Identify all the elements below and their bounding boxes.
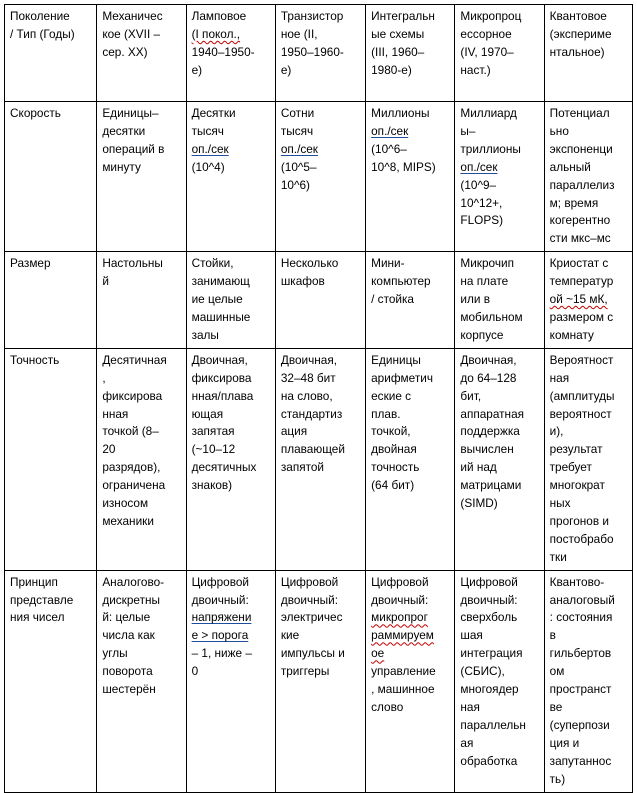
cell-vacuum-tube <box>186 570 275 792</box>
cell-text-line: Цифровой <box>460 574 518 589</box>
comparison-table <box>4 4 633 793</box>
cell-text-line: кие <box>280 628 300 643</box>
cell-text-line: (10^6– <box>371 141 407 156</box>
cell-text-line: многоядер <box>460 682 519 697</box>
cell-text-line: ые схемы <box>371 26 425 41</box>
cell-text-line: ий над <box>460 460 497 475</box>
cell-text-line: фиксирова <box>102 388 163 403</box>
cell-text-line: прогонов и <box>549 513 609 528</box>
cell-text-line: импульсы и <box>280 646 345 661</box>
cell-text-line: Двоичная, <box>460 352 517 367</box>
cell-microprocessor <box>455 570 544 792</box>
row-label-cell <box>5 5 97 102</box>
cell-text-line: Миллионы <box>371 106 430 120</box>
cell-text-line: Аналогово- <box>102 574 165 589</box>
header-row <box>5 5 633 102</box>
cell-text-line: сер. XX) <box>102 44 148 59</box>
cell-text-line: триллионы <box>460 141 521 156</box>
cell-text-line: на слово, <box>280 388 333 403</box>
cell-text-line: кое (XVII – <box>102 26 161 41</box>
cell-text-line: тысяч <box>280 123 314 138</box>
cell-text-line: 10^8, MIPS) <box>371 159 436 174</box>
cell-text-line: ация <box>280 424 308 439</box>
cell-text-line: , машинное <box>371 682 435 697</box>
cell-text-line: раммируем <box>371 628 434 643</box>
cell-text-line: Точность <box>10 352 60 367</box>
cell-text-line: ом <box>549 664 565 679</box>
cell-quantum <box>544 5 632 102</box>
cell-text-line: ой ~15 мК, <box>549 292 608 307</box>
cell-text-line: оп./сек <box>460 159 498 174</box>
cell-text-line: Стойки, <box>191 256 234 271</box>
cell-text-line: многократ <box>549 478 605 493</box>
row-label-cell <box>5 570 97 792</box>
cell-text-line: плавающей <box>280 442 345 457</box>
cell-text-line: сти мкс–мс <box>549 231 611 246</box>
cell-text-line: Криостат с <box>549 256 609 271</box>
cell-text-line: триггеры <box>280 664 330 679</box>
cell-text-line: аппаратная <box>460 406 525 421</box>
cell-text-line: й: целые <box>102 610 151 625</box>
cell-text-line: постобрабо <box>549 531 614 546</box>
cell-text-line: Цифровой <box>191 574 250 589</box>
cell-quantum <box>544 102 632 252</box>
cell-text-line: нная <box>102 406 129 421</box>
cell-text-line: ве <box>549 700 563 714</box>
cell-text-line: аналоговый <box>549 592 615 607</box>
cell-text-line: (10^4) <box>191 159 225 174</box>
cell-text-line: тысяч <box>191 123 224 138</box>
row-label-cell <box>5 252 97 349</box>
cell-text-line: бит, <box>460 388 482 403</box>
cell-text-line: Потенциал <box>549 106 610 120</box>
cell-text-line: точность <box>371 460 420 475</box>
cell-text-line: Транзистор <box>280 9 344 23</box>
cell-text-line: двоичный: <box>191 592 249 607</box>
cell-text-line: Миллиард <box>460 106 517 120</box>
cell-text-line: альный <box>549 159 591 174</box>
cell-microprocessor <box>455 102 544 252</box>
cell-text-line: Сотни <box>280 106 315 120</box>
cell-text-line: ния чисел <box>10 610 65 625</box>
cell-text-line: поворота <box>102 664 153 679</box>
cell-text-line: 1980-е) <box>371 62 412 77</box>
cell-text-line: ное (II, <box>280 26 318 41</box>
cell-transistor <box>275 102 365 252</box>
cell-text-line: 20 <box>102 442 116 457</box>
cell-text-line: Микрочип <box>460 256 514 271</box>
cell-integrated-circuit <box>366 570 455 792</box>
cell-vacuum-tube <box>186 102 275 252</box>
cell-integrated-circuit <box>366 102 455 252</box>
cell-text-line: (64 бит) <box>371 478 415 493</box>
cell-text-line: е) <box>280 62 292 77</box>
cell-transistor <box>275 252 365 349</box>
cell-text-line: шкафов <box>280 274 325 289</box>
cell-text-line: слово <box>371 700 404 714</box>
cell-text-line: Интегральн <box>371 9 435 23</box>
cell-text-line: дискретны <box>102 592 160 607</box>
cell-text-line: ция и <box>549 735 580 750</box>
cell-mechanical <box>97 348 186 570</box>
cell-text-line: до 64–128 <box>460 370 517 385</box>
cell-text-line: десятки <box>102 123 146 138</box>
cell-text-line: запятая <box>191 424 235 439</box>
cell-text-line: Принцип <box>10 574 58 589</box>
cell-text-line: поддержка <box>460 424 520 439</box>
cell-text-line: 0 <box>191 664 199 679</box>
cell-text-line: матрицами <box>460 478 522 493</box>
cell-text-line: – 1, ниже – <box>191 646 252 661</box>
cell-integrated-circuit <box>366 348 455 570</box>
cell-text-line: двойная <box>371 442 417 457</box>
cell-text-line: ная <box>460 700 480 714</box>
cell-text-line: 10^6) <box>280 177 310 192</box>
cell-text-line: микропрог <box>371 610 428 625</box>
cell-transistor <box>275 348 365 570</box>
cell-text-line: фиксирова <box>191 370 252 385</box>
cell-text-line: й <box>102 274 109 289</box>
cell-text-line: мобильном <box>460 309 523 324</box>
cell-text-line: , <box>102 370 106 385</box>
cell-text-line: Ламповое <box>191 9 247 23</box>
cell-text-line: залы <box>191 327 219 342</box>
cell-vacuum-tube <box>186 5 275 102</box>
cell-text-line: (СБИС), <box>460 664 505 679</box>
cell-text-line: Десятичная <box>102 352 167 367</box>
cell-text-line: плав. <box>371 406 401 421</box>
cell-text-line: числа как <box>102 628 155 643</box>
cell-text-line: нная/плава <box>191 388 254 403</box>
cell-text-line: (IV, 1970– <box>460 44 514 59</box>
cell-text-line: Настольны <box>102 256 163 271</box>
cell-text-line: FLOPS) <box>460 213 503 228</box>
cell-text-line: на плате <box>460 274 509 289</box>
cell-text-line: Цифровой <box>280 574 339 589</box>
cell-text-line: еские с <box>371 388 412 403</box>
cell-text-line: Поколение <box>10 9 70 23</box>
cell-text-line: Единицы– <box>102 106 159 120</box>
cell-quantum <box>544 348 632 570</box>
cell-text-line: компьютер <box>371 274 431 289</box>
cell-text-line: ная <box>549 370 570 385</box>
cell-text-line: результат <box>549 442 603 457</box>
cell-text-line: е > порога <box>191 628 249 643</box>
cell-text-line: Размер <box>10 256 51 271</box>
cell-text-line: Квантовое <box>549 9 607 23</box>
cell-text-line: Скорость <box>10 106 61 120</box>
cell-text-line: ющая <box>191 406 224 421</box>
cell-text-line: сверхболь <box>460 610 518 625</box>
cell-text-line: шая <box>460 628 483 643</box>
cell-text-line: ие целые <box>191 292 243 307</box>
cell-text-line: запутаннос <box>549 753 612 768</box>
cell-transistor <box>275 5 365 102</box>
cell-text-line: (SIMD) <box>460 496 498 511</box>
cell-text-line: (~10–12 <box>191 442 236 457</box>
cell-text-line: операций в <box>102 141 165 156</box>
cell-text-line: (суперпози <box>549 717 610 732</box>
cell-text-line: шестерён <box>102 682 156 697</box>
cell-text-line: (амплитуды <box>549 388 615 403</box>
cell-text-line: (III, 1960– <box>371 44 425 59</box>
cell-text-line: тки <box>549 549 567 564</box>
cell-text-line: точкой (8– <box>102 424 159 439</box>
cell-text-line: 1940–1950- <box>191 44 255 59</box>
cell-text-line: ьно <box>549 123 569 138</box>
cell-text-line: двоичный: <box>280 592 339 607</box>
cell-text-line: двоичный: <box>460 592 518 607</box>
row-speed <box>5 102 633 252</box>
cell-text-line: минуту <box>102 159 141 174</box>
cell-text-line: запятой <box>280 460 325 475</box>
cell-text-line: ессорное <box>460 26 512 41</box>
cell-microprocessor <box>455 5 544 102</box>
cell-text-line: / стойка <box>371 292 414 307</box>
cell-text-line: ограничена <box>102 478 166 493</box>
cell-text-line: машинные <box>191 309 251 324</box>
cell-text-line: размером с <box>549 309 614 324</box>
cell-text-line: е) <box>191 62 203 77</box>
cell-text-line: температур <box>549 274 614 289</box>
cell-text-line: вероятност <box>549 406 612 421</box>
cell-text-line: требует <box>549 460 592 475</box>
cell-text-line: Двоичная, <box>280 352 338 367</box>
cell-text-line: знаков) <box>191 478 233 493</box>
row-size <box>5 252 633 349</box>
cell-text-line: Мини- <box>371 256 405 271</box>
cell-mechanical <box>97 252 186 349</box>
cell-integrated-circuit <box>366 5 455 102</box>
cell-text-line: десятичных <box>191 460 257 475</box>
cell-text-line: 1950–1960- <box>280 44 344 59</box>
cell-text-line: (10^5– <box>280 159 317 174</box>
cell-text-line: когерентно <box>549 213 611 228</box>
cell-text-line: механики <box>102 513 154 528</box>
cell-quantum <box>544 252 632 349</box>
cell-text-line: разрядов), <box>102 460 161 475</box>
cell-text-line: (10^9– <box>460 177 497 192</box>
cell-text-line: наст.) <box>460 62 491 77</box>
cell-microprocessor <box>455 348 544 570</box>
cell-text-line: / Тип (Годы) <box>10 26 75 41</box>
cell-text-line: 10^12+, <box>460 195 503 210</box>
cell-text-line: управление <box>371 664 436 679</box>
cell-text-line: обработка <box>460 753 518 768</box>
cell-vacuum-tube <box>186 252 275 349</box>
cell-text-line: двоичный: <box>371 592 429 607</box>
cell-mechanical <box>97 570 186 792</box>
cell-text-line: ть) <box>549 771 566 786</box>
cell-vacuum-tube <box>186 348 275 570</box>
cell-text-line: корпусе <box>460 327 504 342</box>
cell-text-line: износом <box>102 496 149 511</box>
cell-mechanical <box>97 102 186 252</box>
cell-microprocessor <box>455 252 544 349</box>
cell-text-line: нтальное) <box>549 44 605 59</box>
cell-transistor <box>275 570 365 792</box>
cell-text-line: 32–48 бит <box>280 370 336 385</box>
cell-text-line: в <box>549 628 556 643</box>
row-precision <box>5 348 633 570</box>
cell-text-line: точкой, <box>371 424 411 439</box>
cell-text-line: ы– <box>460 123 476 138</box>
row-label-cell <box>5 102 97 252</box>
cell-text-line: Десятки <box>191 106 236 120</box>
row-number-representation <box>5 570 633 792</box>
cell-text-line: Микропроц <box>460 9 522 23</box>
cell-text-line: гильбертов <box>549 646 612 661</box>
cell-text-line: вычислен <box>460 442 514 457</box>
cell-text-line: Квантово- <box>549 574 605 589</box>
cell-quantum <box>544 570 632 792</box>
cell-text-line: ое <box>371 646 385 661</box>
cell-text-line: представле <box>10 592 74 607</box>
cell-text-line: Цифровой <box>371 574 429 589</box>
cell-text-line: параллелиз <box>549 177 615 192</box>
cell-text-line: комнату <box>549 327 594 342</box>
cell-text-line: и), <box>549 424 564 439</box>
cell-text-line: напряжени <box>191 610 252 625</box>
cell-text-line: или в <box>460 292 490 307</box>
cell-text-line: интеграция <box>460 646 523 661</box>
row-label-cell <box>5 348 97 570</box>
cell-text-line: оп./сек <box>280 141 318 156</box>
cell-text-line: оп./сек <box>191 141 229 156</box>
cell-text-line: параллельн <box>460 717 526 732</box>
cell-text-line: Двоичная, <box>191 352 248 367</box>
cell-text-line: арифметич <box>371 370 433 385</box>
cell-text-line: (эксперимe <box>549 26 612 41</box>
cell-text-line: Механичес <box>102 9 163 23</box>
cell-text-line: (I покол., <box>191 26 241 41</box>
cell-text-line: углы <box>102 646 128 661</box>
cell-text-line: Вероятност <box>549 352 614 367</box>
cell-text-line: оп./сек <box>371 123 409 138</box>
cell-mechanical <box>97 5 186 102</box>
cell-text-line: занимающ <box>191 274 250 289</box>
cell-text-line: м; время <box>549 195 599 210</box>
cell-text-line: пространст <box>549 682 612 697</box>
cell-text-line: стандартиз <box>280 406 343 421</box>
cell-text-line: Единицы <box>371 352 421 367</box>
cell-text-line: Несколько <box>280 256 339 271</box>
cell-text-line: : состояния <box>549 610 613 625</box>
cell-text-line: ая <box>460 735 474 750</box>
cell-text-line: электричес <box>280 610 343 625</box>
cell-integrated-circuit <box>366 252 455 349</box>
cell-text-line: экспоненци <box>549 141 613 156</box>
cell-text-line: ных <box>549 496 571 511</box>
